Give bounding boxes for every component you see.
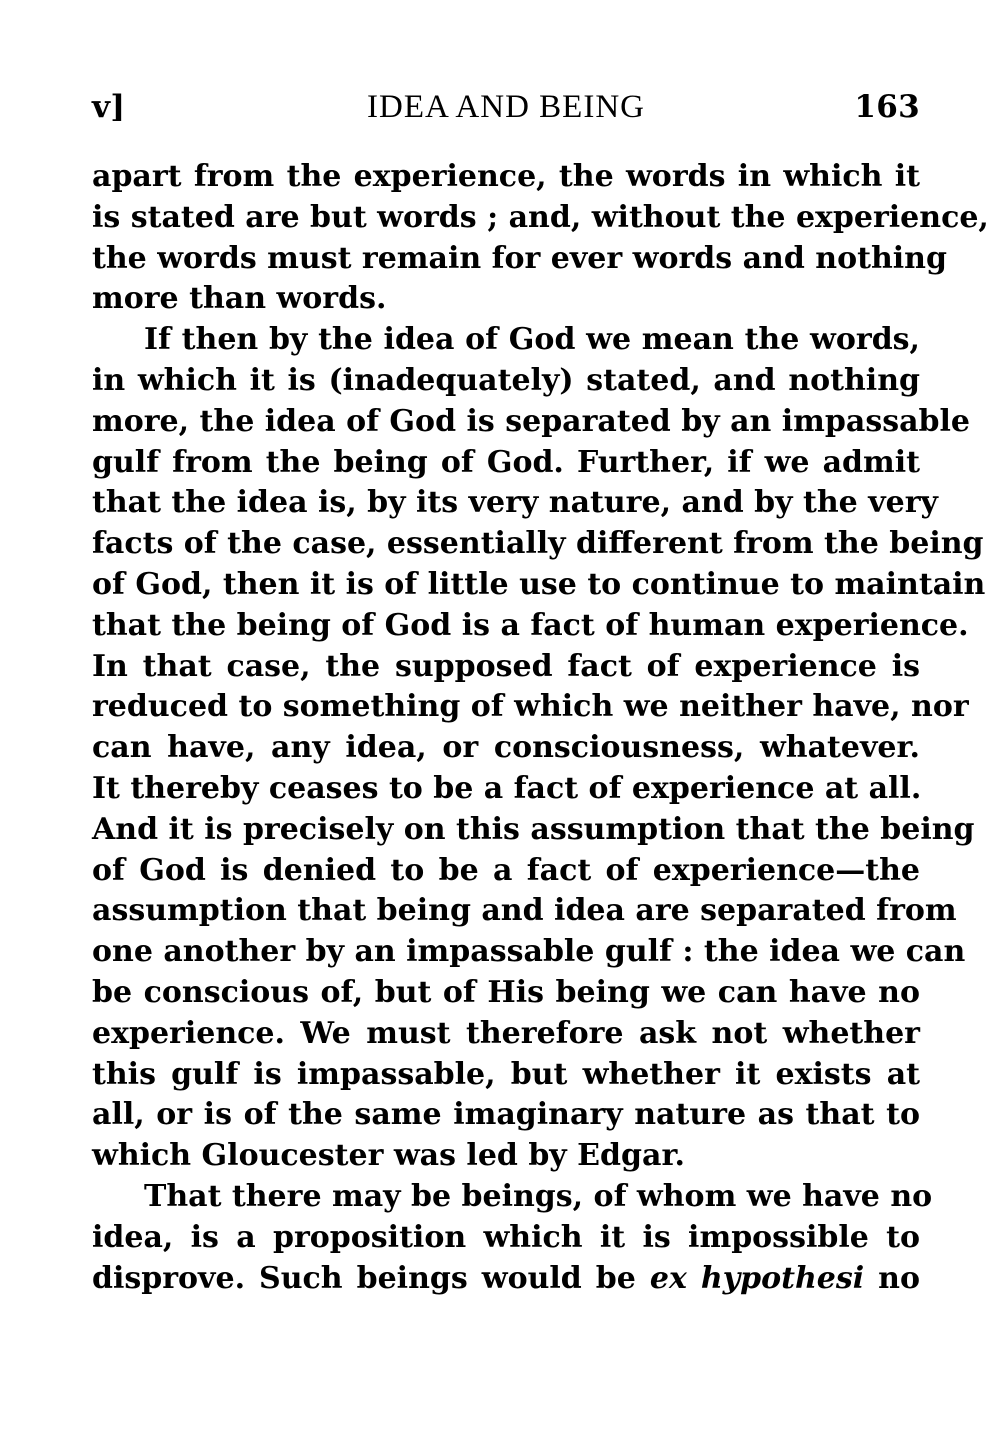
text-line: And it is precisely on this assumption that the being [92, 811, 975, 847]
body-text [92, 157, 989, 1299]
text-line: more, the idea of God is separated by an impassable [92, 403, 970, 439]
text-line: In that case, the supposed fact of experience is [92, 648, 920, 684]
text-line: one another by an impassable gulf : the idea we can [92, 934, 966, 970]
text-line: idea, is a proposition which it is impossible to [92, 1219, 920, 1255]
italic-phrase: ex hypothesi [649, 1260, 865, 1296]
text-line: the words must remain for ever words and nothing [92, 240, 947, 276]
text-line: gulf from the being of God. Further, if we admit [92, 444, 920, 480]
text-line: that the being of God is a fact of human experience. [92, 607, 969, 643]
text-line: is stated are but words ; and, without the experience, [92, 199, 989, 235]
final-line-end: no [864, 1260, 920, 1296]
text-line: It thereby ceases to be a fact of experience at all. [92, 770, 922, 806]
page-number: 163 [854, 89, 920, 125]
text-line: That there may be beings, of whom we have no [144, 1178, 933, 1214]
running-header [92, 84, 920, 130]
final-line-start: disprove. Such beings would be [92, 1260, 650, 1296]
text-line: more than words. [92, 281, 387, 317]
text-line: of God, then it is of little use to continue to maintain [92, 566, 986, 602]
text-line: If then by the idea of God we mean the words, [144, 322, 920, 358]
text-line: be conscious of, but of His being we can have no [92, 974, 920, 1010]
text-line: that the idea is, by its very nature, and by the very [92, 485, 938, 521]
text-line: assumption that being and idea are separated from [92, 893, 957, 929]
text-line: all, or is of the same imaginary nature as that to [92, 1097, 920, 1133]
running-title: IDEA AND BEING [367, 89, 645, 125]
chapter-marker: v] [92, 89, 126, 125]
text-line: of God is denied to be a fact of experience—the [92, 852, 920, 888]
text-line: reduced to something of which we neither have, nor [92, 689, 969, 725]
text-line: which Gloucester was led by Edgar. [92, 1138, 685, 1174]
text-line: in which it is (inadequately) stated, and nothing [92, 362, 920, 398]
text-line-final [92, 1259, 920, 1300]
text-line: apart from the experience, the words in which it [92, 159, 920, 194]
text-line: this gulf is impassable, but whether it exists at [92, 1056, 920, 1092]
text-line: can have, any idea, or consciousness, whatever. [92, 730, 920, 766]
text-line: facts of the case, essentially different from the being [92, 526, 984, 562]
text-line: experience. We must therefore ask not whether [92, 1015, 920, 1051]
